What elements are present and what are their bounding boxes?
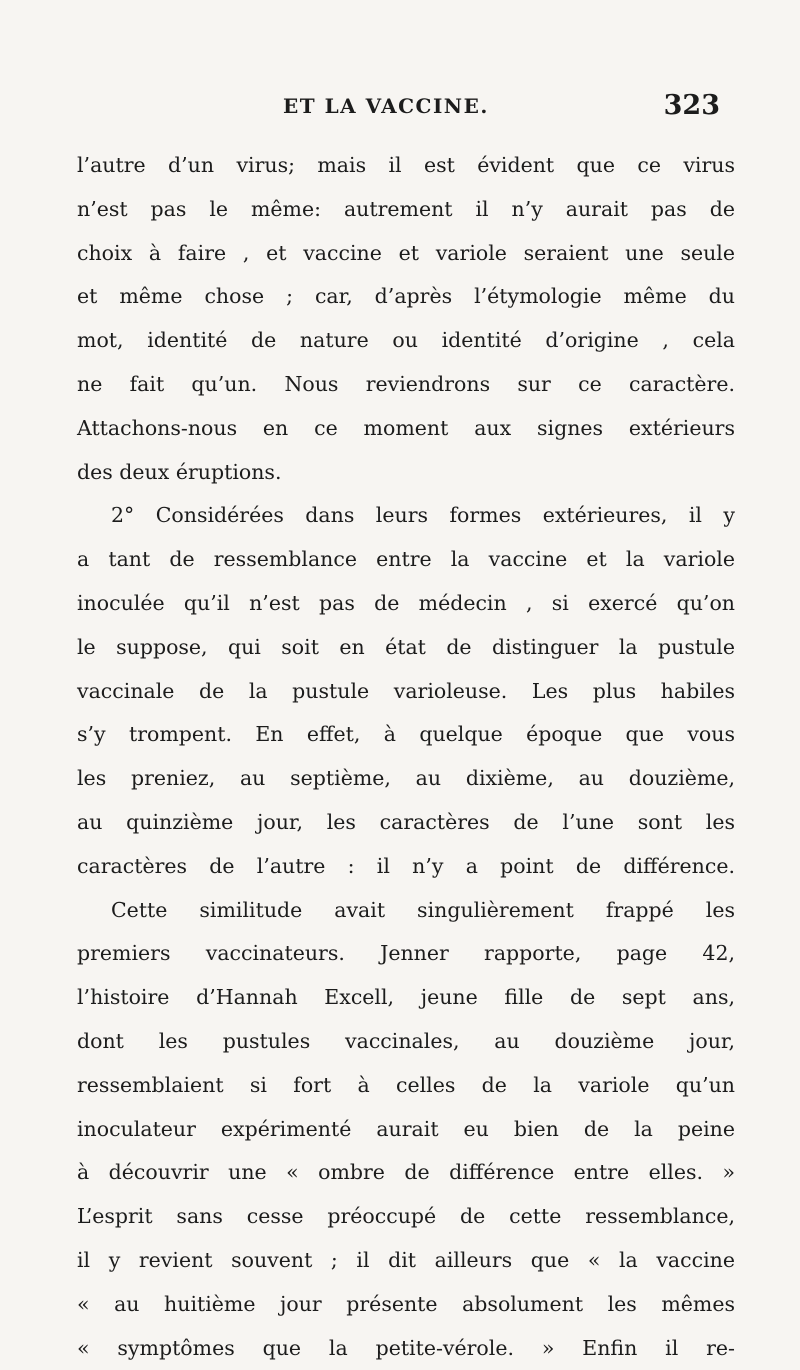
text-line: et même chose ; car, d’après l’étymologie même du xyxy=(77,284,735,309)
text-line: n’est pas le même: autrement il n’y aurait pas de xyxy=(77,196,735,221)
text-line: s’y trompent. En effet, à quelque époque que vous xyxy=(77,722,735,747)
text-line: Attachons-nous en ce moment aux signes extérieurs xyxy=(77,415,735,440)
running-title: ET LA VACCINE. xyxy=(283,94,489,118)
text-line: au quinzième jour, les caractères de l’une sont les xyxy=(77,809,735,834)
text-line: à découvrir une « ombre de différence entre elles. » xyxy=(77,1160,735,1185)
text-line: dont les pustules vaccinales, au douzième jour, xyxy=(77,1028,735,1053)
text-line: les preniez, au septième, au dixième, au douzième, xyxy=(77,766,735,791)
text-line: premiers vaccinateurs. Jenner rapporte, page 42, xyxy=(77,941,735,966)
text-line: a tant de ressemblance entre la vaccine et la variole xyxy=(77,547,735,572)
text-line: l’histoire d’Hannah Excell, jeune fille de sept ans, xyxy=(77,985,735,1010)
text-line: caractères de l’autre : il n’y a point de différence. xyxy=(77,853,735,878)
text-line: ne fait qu’un. Nous reviendrons sur ce caractère. xyxy=(77,371,735,396)
text-line: Cette similitude avait singulièrement frappé les xyxy=(111,897,735,922)
text-line: choix à faire , et vaccine et variole seraient une seule xyxy=(77,240,735,265)
text-line: L’esprit sans cesse préoccupé de cette ressemblance, xyxy=(77,1204,735,1229)
body-text xyxy=(77,144,735,1370)
page-number: 323 xyxy=(663,90,720,121)
text-line: ressemblaient si fort à celles de la variole qu’un xyxy=(77,1072,735,1097)
text-line: 2° Considérées dans leurs formes extérieures, il y xyxy=(111,503,735,528)
text-line: des deux éruptions. xyxy=(77,459,282,484)
text-line: le suppose, qui soit en état de distinguer la pustule xyxy=(77,634,735,659)
text-line: inoculateur expérimenté aurait eu bien de la peine xyxy=(77,1116,735,1141)
running-header xyxy=(0,90,800,134)
text-line: l’autre d’un virus; mais il est évident que ce virus xyxy=(77,153,735,177)
text-line: « au huitième jour présente absolument les mêmes xyxy=(77,1291,735,1316)
text-line: inoculée qu’il n’est pas de médecin , si exercé qu’on xyxy=(77,590,735,615)
text-line: il y revient souvent ; il dit ailleurs que « la vaccine xyxy=(77,1247,735,1272)
text-line: vaccinale de la pustule varioleuse. Les plus habiles xyxy=(77,678,735,703)
text-line: mot, identité de nature ou identité d’origine , cela xyxy=(77,328,735,353)
text-line: « symptômes que la petite-vérole. » Enfin il re- xyxy=(77,1335,735,1360)
